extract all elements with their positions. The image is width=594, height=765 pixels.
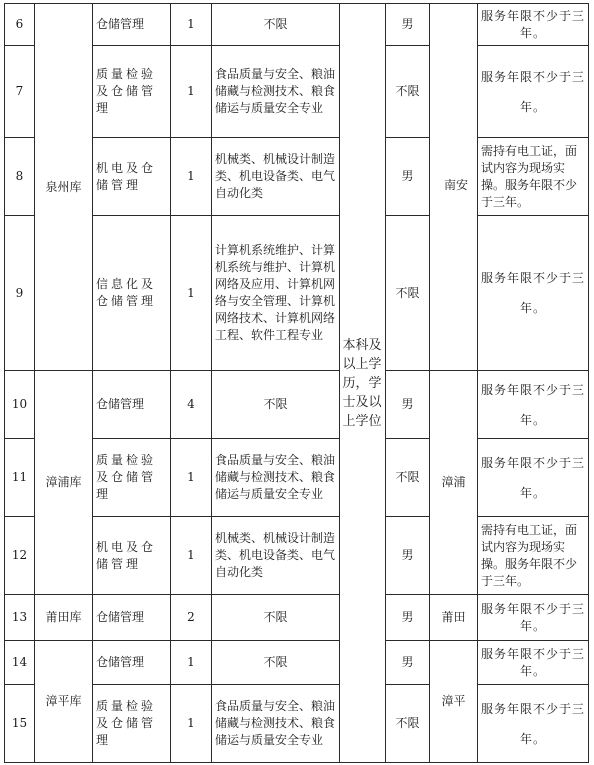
gender-requirement: 男 bbox=[386, 595, 430, 641]
gender-requirement: 男 bbox=[386, 4, 430, 46]
work-location: 南安 bbox=[443, 178, 468, 192]
major-requirement: 不限 bbox=[212, 371, 340, 439]
table-row bbox=[5, 46, 589, 138]
gender-requirement: 男 bbox=[386, 138, 430, 216]
unit-name: 泉州库 bbox=[35, 4, 93, 371]
table-row bbox=[5, 595, 589, 641]
major-requirement: 不限 bbox=[212, 641, 340, 685]
remarks: 需持有电工证，面试内容为现场实操。服务年限不少于三年。 bbox=[478, 138, 589, 216]
work-location: 漳浦 bbox=[430, 371, 478, 595]
remarks: 服务年限不少于三年。 bbox=[478, 439, 589, 517]
table-row bbox=[5, 517, 589, 595]
table-row bbox=[5, 4, 589, 46]
position-name: 质量检验及仓储管理 bbox=[93, 439, 171, 517]
table-row bbox=[5, 439, 589, 517]
remarks: 服务年限不少于三年。 bbox=[478, 216, 589, 371]
table-row bbox=[5, 138, 589, 216]
gender-requirement: 男 bbox=[386, 371, 430, 439]
recruit-count: 2 bbox=[171, 595, 212, 641]
work-location: 莆田 bbox=[430, 595, 478, 641]
row-number: 9 bbox=[5, 216, 35, 371]
position-name: 信息化及仓储管理 bbox=[93, 216, 171, 371]
remarks: 服务年限不少于三年。 bbox=[478, 46, 589, 138]
gender-requirement: 男 bbox=[386, 517, 430, 595]
recruit-count: 1 bbox=[171, 4, 212, 46]
major-requirement: 机械类、机械设计制造类、机电设备类、电气自动化类 bbox=[212, 517, 340, 595]
unit-name: 漳平库 bbox=[35, 641, 93, 763]
remarks: 需持有电工证，面试内容为现场实操。服务年限不少于三年。 bbox=[478, 517, 589, 595]
major-requirement: 食品质量与安全、粮油储藏与检测技术、粮食储运与质量安全专业 bbox=[212, 46, 340, 138]
recruit-count: 1 bbox=[171, 138, 212, 216]
major-requirement: 计算机系统维护、计算机系统与维护、计算机网络及应用、计算机网络与安全管理、计算机网络技术、计算机网络工程、软件工程专业 bbox=[212, 216, 340, 371]
table-row bbox=[5, 371, 589, 439]
row-number: 13 bbox=[5, 595, 35, 641]
remarks: 服务年限不少于三年。 bbox=[478, 595, 589, 641]
position-name: 仓储管理 bbox=[93, 595, 171, 641]
unit-name: 漳浦库 bbox=[35, 371, 93, 595]
row-number: 12 bbox=[5, 517, 35, 595]
row-number: 8 bbox=[5, 138, 35, 216]
gender-requirement: 不限 bbox=[386, 46, 430, 138]
major-requirement: 不限 bbox=[212, 4, 340, 46]
table-row bbox=[5, 216, 589, 371]
unit-name: 莆田库 bbox=[35, 595, 93, 641]
recruit-count: 1 bbox=[171, 641, 212, 685]
recruitment-table bbox=[4, 3, 589, 763]
remarks: 服务年限不少于三年。 bbox=[478, 371, 589, 439]
remarks: 服务年限不少于三年。 bbox=[478, 641, 589, 685]
recruit-count: 1 bbox=[171, 685, 212, 763]
gender-requirement: 不限 bbox=[386, 685, 430, 763]
recruit-count: 1 bbox=[171, 517, 212, 595]
table-row bbox=[5, 685, 589, 763]
gender-requirement: 不限 bbox=[386, 439, 430, 517]
row-number: 15 bbox=[5, 685, 35, 763]
work-location: 漳平 bbox=[430, 641, 478, 763]
major-requirement: 食品质量与安全、粮油储藏与检测技术、粮食储运与质量安全专业 bbox=[212, 439, 340, 517]
remarks: 服务年限不少于三年。 bbox=[478, 4, 589, 46]
recruit-count: 1 bbox=[171, 46, 212, 138]
position-name: 质量检验及仓储管理 bbox=[93, 685, 171, 763]
row-number: 7 bbox=[5, 46, 35, 138]
major-requirement: 食品质量与安全、粮油储藏与检测技术、粮食储运与质量安全专业 bbox=[212, 685, 340, 763]
major-requirement: 机械类、机械设计制造类、机电设备类、电气自动化类 bbox=[212, 138, 340, 216]
position-name: 仓储管理 bbox=[93, 4, 171, 46]
education-requirement bbox=[340, 4, 386, 763]
table-row bbox=[5, 641, 589, 685]
row-number: 11 bbox=[5, 439, 35, 517]
gender-requirement: 不限 bbox=[386, 216, 430, 371]
remarks: 服务年限不少于三年。 bbox=[478, 685, 589, 763]
position-name: 仓储管理 bbox=[93, 371, 171, 439]
position-name: 机电及仓储管理 bbox=[93, 517, 171, 595]
position-name: 仓储管理 bbox=[93, 641, 171, 685]
position-name: 机电及仓储管理 bbox=[93, 138, 171, 216]
recruit-count: 4 bbox=[171, 371, 212, 439]
row-number: 14 bbox=[5, 641, 35, 685]
recruit-count: 1 bbox=[171, 439, 212, 517]
recruit-count: 1 bbox=[171, 216, 212, 371]
gender-requirement: 男 bbox=[386, 641, 430, 685]
major-requirement: 不限 bbox=[212, 595, 340, 641]
row-number: 10 bbox=[5, 371, 35, 439]
education-text: 本科及以上学历，学士及以上学位 bbox=[342, 337, 382, 429]
position-name: 质量检验及仓储管理 bbox=[93, 46, 171, 138]
row-number: 6 bbox=[5, 4, 35, 46]
